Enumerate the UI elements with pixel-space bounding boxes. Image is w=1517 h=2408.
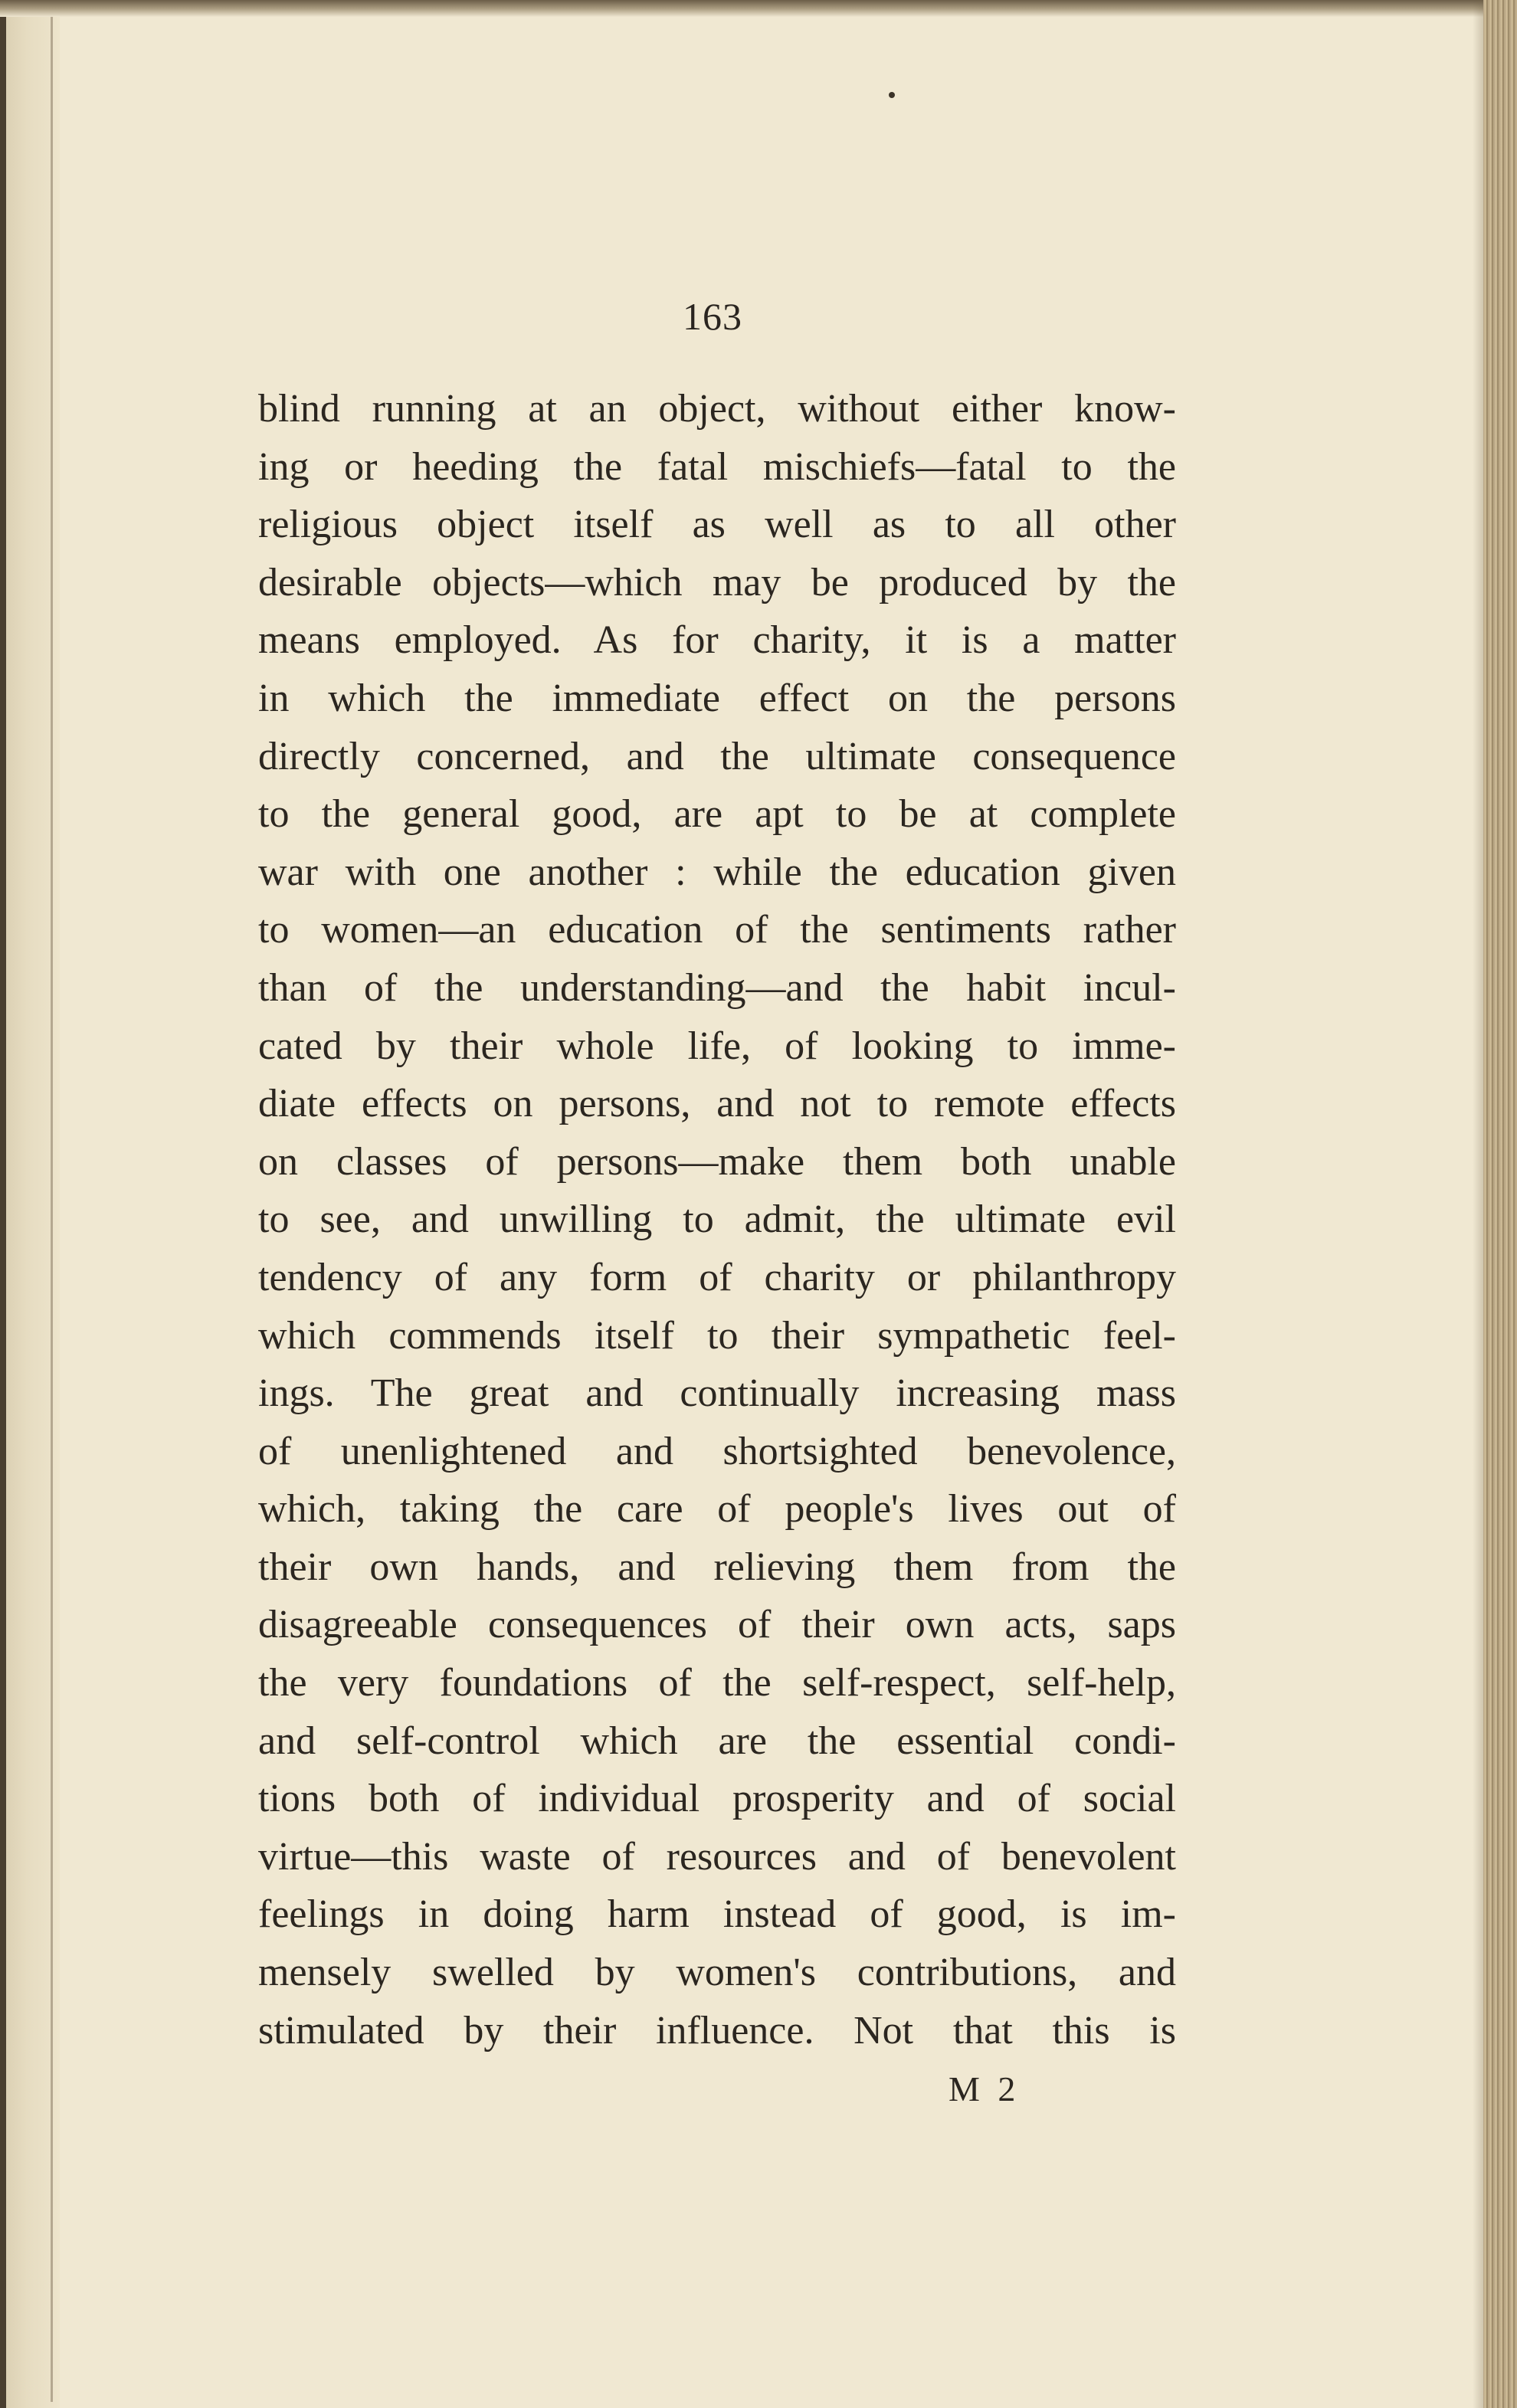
text-line: in which the immediate effect on the persons [258, 676, 1176, 720]
text-line: religious object itself as well as to all other [258, 503, 1176, 547]
text-line: their own hands, and relieving them from the [258, 1545, 1176, 1589]
text-line: to see, and unwilling to admit, the ultimate evil [258, 1197, 1176, 1242]
text-line: than of the understanding—and the habit incul- [258, 965, 1176, 1010]
signature-mark: M 2 [949, 2069, 1021, 2108]
text-line: which, taking the care of people's lives out of [258, 1487, 1176, 1532]
text-line: mensely swelled by women's contributions, and [258, 1951, 1176, 1995]
page-number: 163 [683, 295, 742, 338]
page-stack-edge [1483, 0, 1517, 2408]
right-edge-shadow [1473, 0, 1483, 2408]
text-line: desirable objects—which may be produced by the [258, 560, 1176, 604]
text-line: to the general good, are apt to be at complete [258, 792, 1176, 837]
text-line: tendency of any form of charity or philanthropy [258, 1255, 1176, 1299]
text-line: to women—an education of the sentiments rather [258, 908, 1176, 952]
ink-dot-mark [889, 92, 895, 98]
text-line: diate effects on persons, and not to remote effects [258, 1082, 1176, 1126]
text-line: which commends itself to their sympathetic feel- [258, 1313, 1176, 1358]
top-page-edge [0, 0, 1517, 17]
text-line: war with one another : while the education given [258, 850, 1176, 894]
text-line: means employed. As for charity, it is a matter [258, 618, 1176, 663]
text-line: of unenlightened and shortsighted benevolence, [258, 1429, 1176, 1473]
text-line: directly concerned, and the ultimate consequence [258, 734, 1176, 778]
text-line: disagreeable consequences of their own acts, saps [258, 1603, 1176, 1647]
page-fold-line [51, 8, 53, 2402]
binding-shadow [0, 0, 6, 2408]
text-line: stimulated by their influence. Not that this is [258, 2008, 1176, 2053]
text-line: ings. The great and continually increasing mass [258, 1371, 1176, 1416]
text-line: ing or heeding the fatal mischiefs—fatal to the [258, 444, 1176, 489]
text-line: on classes of persons—make them both unable [258, 1139, 1176, 1184]
text-line: the very foundations of the self-respect, self-help, [258, 1661, 1176, 1705]
text-line: and self-control which are the essential condi- [258, 1718, 1176, 1763]
text-line: tions both of individual prosperity and of social [258, 1777, 1176, 1821]
text-line: feelings in doing harm instead of good, is im- [258, 1892, 1176, 1937]
text-line: blind running at an object, without either know- [258, 387, 1176, 431]
text-line: virtue—this waste of resources and of benevolent [258, 1834, 1176, 1879]
body-text [258, 380, 1176, 2059]
text-line: cated by their whole life, of looking to imme- [258, 1024, 1176, 1068]
